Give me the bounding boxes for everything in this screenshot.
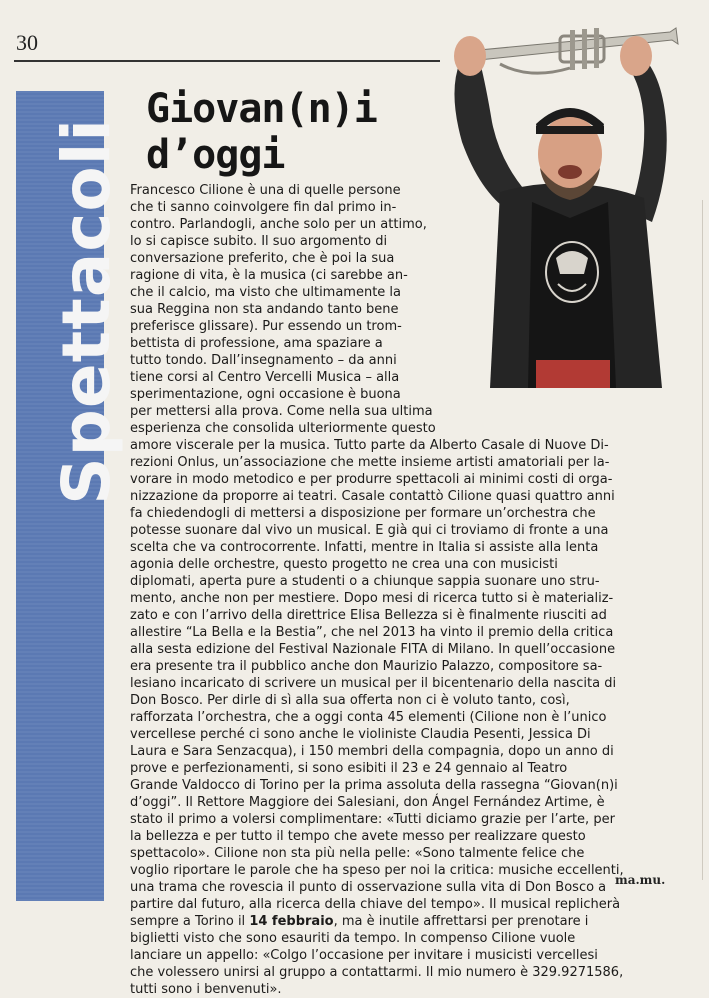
article-line: che il calcio, ma visto che ultimamente la — [130, 285, 402, 300]
article-line: che volessero unirsi al gruppo a contattarmi. Il mio numero è 329.9271586, — [130, 965, 624, 980]
article-line: ragione di vita, è la musica (ci sarebbe an- — [130, 268, 408, 283]
article-line: esperienza che consolida ulteriormente questo — [130, 421, 436, 436]
date-highlight: 14 febbraio — [249, 914, 334, 929]
article-line: Francesco Cilione è una di quelle persone — [130, 183, 401, 198]
article-line: diplomati, aperta pure a studenti o a chiunque sappia suonare uno stru- — [130, 574, 600, 589]
author-signature: ma.mu. — [615, 873, 666, 887]
page-number: 30 — [16, 30, 38, 55]
article-line: preferisce glissare). Pur essendo un trom- — [130, 319, 402, 334]
article-line: alla sesta edizione del Festival Nazionale FITA di Milano. In quell’occasione — [130, 642, 616, 657]
headline — [146, 86, 377, 178]
article-line: prove e perfezionamenti, si sono esibiti il 23 e 24 gennaio al Teatro — [130, 761, 568, 776]
article-line: potesse suonare dal vivo un musical. E già qui ci troviamo di fronte a una — [130, 523, 609, 538]
article-line: Laura e Sara Senzacqua), i 150 membri della compagnia, dopo un anno di — [130, 744, 614, 759]
article-line: bettista di professione, ama spaziare a — [130, 336, 383, 351]
article-line: nizzazione da proporre ai teatri. Casale contattò Cilione quasi quattro anni — [130, 489, 615, 504]
article-line: vorare in modo metodico e per produrre spettacoli ai minimi costi di orga- — [130, 472, 613, 487]
article-line: lesiano incaricato di scrivere un musical per il bicentenario della nascita di — [130, 676, 617, 691]
article-body — [130, 182, 690, 998]
article-line: partire dal futuro, alla ricerca della chiave del tempo». Il musical replicherà — [130, 897, 621, 912]
article-line: zato e con l’arrivo della direttrice Elisa Bellezza si è finalmente riusciti ad — [130, 608, 607, 623]
article-line: spettacolo». Cilione non sta più nella pelle: «Sono talmente felice che — [130, 846, 585, 861]
article-line: biglietti visto che sono esauriti da tempo. In compenso Cilione vuole — [130, 931, 576, 946]
article-line: fa chiedendogli di mettersi a disposizione per formare un’orchestra che — [130, 506, 596, 521]
article-line: stato il primo a volersi complimentare: «Tutti diciamo grazie per l’arte, per — [130, 812, 615, 827]
section-label: Spettacoli — [48, 118, 125, 505]
article-line: allestire “La Bella e la Bestia”, che nel 2013 ha vinto il premio della critica — [130, 625, 614, 640]
article-line: voglio riportare le parole che ha speso per noi la critica: musiche eccellenti, — [130, 863, 624, 878]
article-line-with-date — [130, 913, 690, 930]
article-line: che ti sanno coinvolgere fin dal primo in- — [130, 200, 397, 215]
article-line: sua Reggina non sta andando tanto bene — [130, 302, 399, 317]
article-text: , ma è inutile affrettarsi per prenotare i — [333, 914, 589, 929]
article-line: Don Bosco. Per dirle di sì alla sua offerta non ci è voluto tanto, così, — [130, 693, 570, 708]
article-line: Grande Valdocco di Torino per la prima assoluta della rassegna “Giovan(n)i — [130, 778, 618, 793]
article-line: tiene corsi al Centro Vercelli Musica – alla — [130, 370, 400, 385]
article-line: rezioni Onlus, un’associazione che mette insieme artisti amatoriali per la- — [130, 455, 610, 470]
article-line: d’oggi”. Il Rettore Maggiore dei Salesiani, don Ángel Fernández Artime, è — [130, 795, 605, 810]
article-line: scelta che va controcorrente. Infatti, mentre in Italia si assiste alla lenta — [130, 540, 599, 555]
article-line: rafforzata l’orchestra, che a oggi conta 45 elementi (Cilione non è l’unico — [130, 710, 607, 725]
column-rule — [702, 200, 703, 880]
article-line: per mettersi alla prova. Come nella sua ultima — [130, 404, 433, 419]
article-line: una trama che rovescia il punto di osservazione sulla vita di Don Bosco a — [130, 880, 607, 895]
article-line: vercellese perché ci sono anche le violiniste Claudia Pesenti, Jessica Di — [130, 727, 591, 742]
article-text: sempre a Torino il — [130, 914, 250, 929]
article-line: tutto tondo. Dall’insegnamento – da anni — [130, 353, 397, 368]
article-line: tutti sono i benvenuti». — [130, 982, 282, 997]
article-line: la bellezza e per tutto il tempo che avete messo per realizzare questo — [130, 829, 586, 844]
headline-line-1: Giovan(n)i — [146, 86, 377, 132]
article-line: lanciare un appello: «Colgo l’occasione per invitare i musicisti vercellesi — [130, 948, 598, 963]
article-line: lo si capisce subito. Il suo argomento di — [130, 234, 388, 249]
article-line: sperimentazione, ogni occasione è buona — [130, 387, 401, 402]
article-line: amore viscerale per la musica. Tutto parte da Alberto Casale di Nuove Di- — [130, 438, 609, 453]
header-rule — [14, 60, 440, 62]
headline-line-2: d’oggi — [146, 132, 285, 178]
article-line: agonia delle orchestre, questo progetto ne crea una con musicisti — [130, 557, 558, 572]
article-line: contro. Parlandogli, anche solo per un attimo, — [130, 217, 427, 232]
article-line: conversazione preferito, che è poi la sua — [130, 251, 395, 266]
article-line: era presente tra il pubblico anche don Maurizio Palazzo, compositore sa- — [130, 659, 603, 674]
article-line: mento, anche non per mestiere. Dopo mesi di ricerca tutto si è materializ- — [130, 591, 614, 606]
